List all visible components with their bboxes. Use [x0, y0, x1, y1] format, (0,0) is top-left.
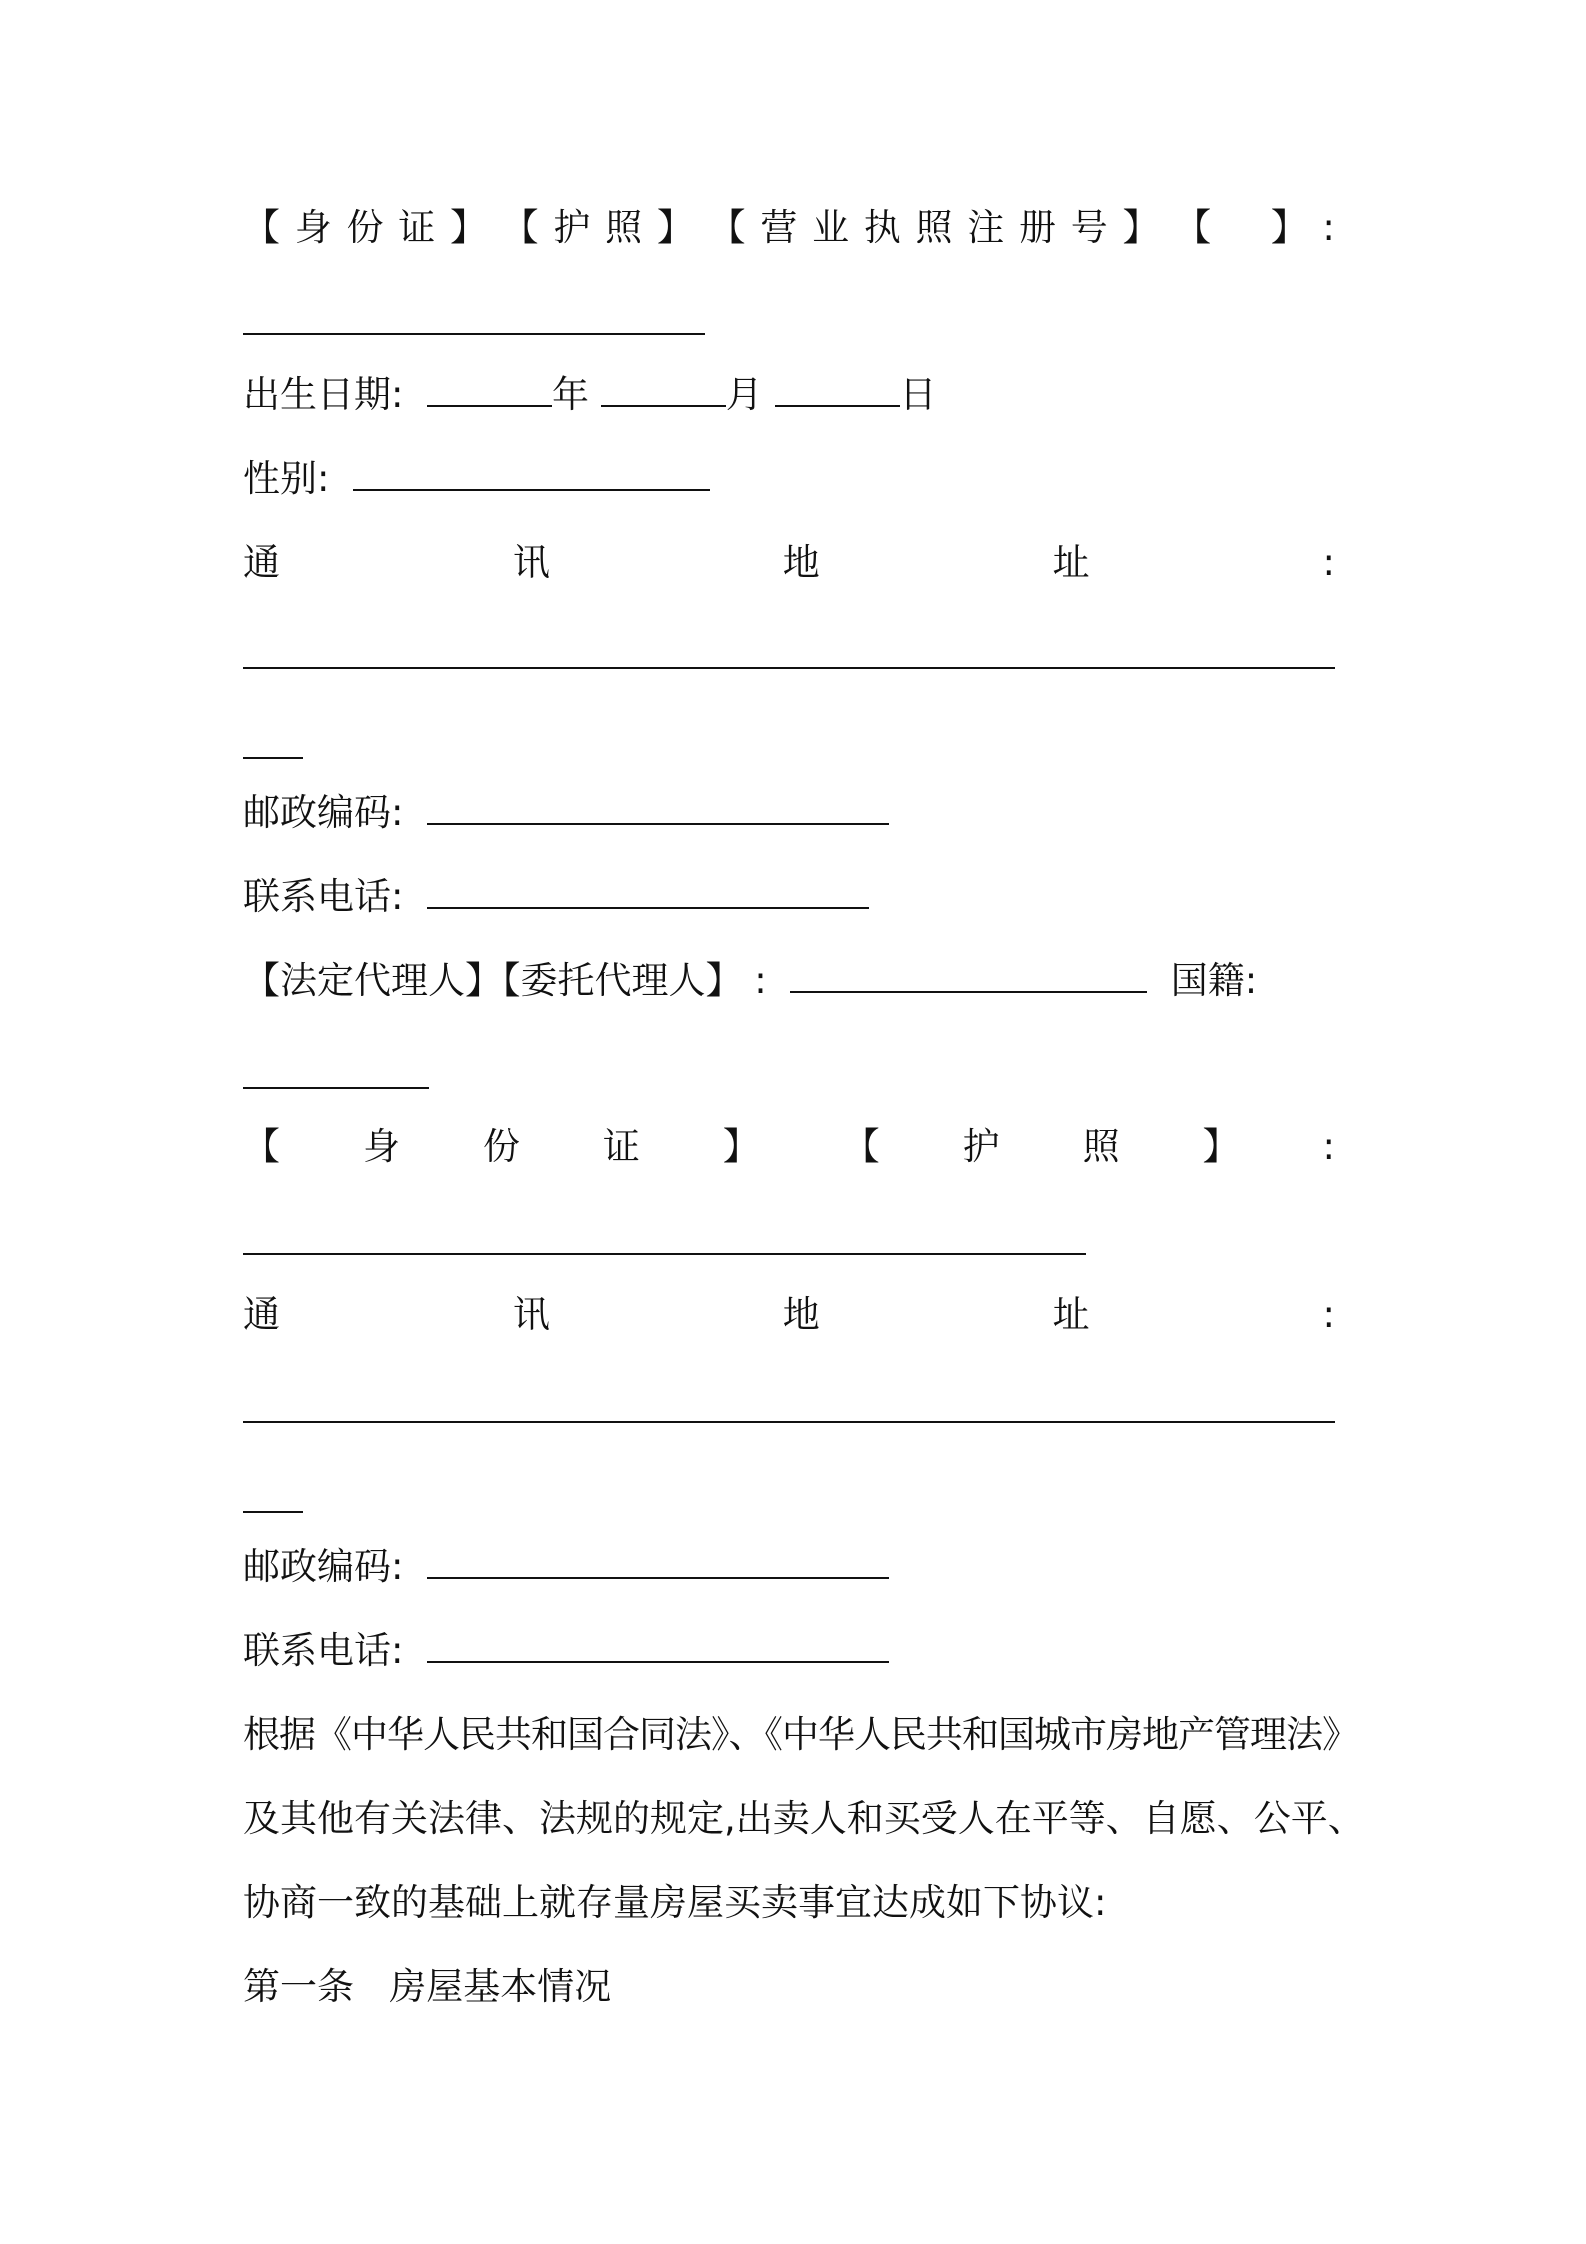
bracket-close: 】	[449, 206, 487, 249]
bracket-open: 【	[842, 1125, 880, 1168]
birth-year-blank[interactable]	[427, 375, 552, 407]
license-char: 营	[760, 206, 798, 249]
postcode-line	[243, 788, 889, 838]
agent-address-line	[243, 1290, 1335, 1340]
agent-phone-line	[243, 1626, 889, 1676]
bracket-close: 】	[1122, 206, 1160, 249]
agent-id-line	[243, 1122, 1335, 1172]
birth-month-blank[interactable]	[601, 375, 726, 407]
phone-blank[interactable]	[427, 877, 869, 909]
bracket-close: 】	[656, 206, 694, 249]
id-char: 份	[346, 206, 384, 249]
agent-address-blank[interactable]	[243, 1421, 1335, 1423]
postcode-label: 邮政编码:	[243, 791, 404, 834]
passport-char: 照	[1082, 1125, 1120, 1168]
address-char: 通	[243, 541, 280, 584]
phone-line	[243, 872, 869, 922]
nationality-blank[interactable]	[243, 1087, 429, 1089]
bracket-open: 【	[1174, 206, 1212, 249]
blank-bracket-space	[1226, 203, 1256, 253]
colon: :	[1322, 206, 1335, 249]
gender-line	[243, 454, 710, 504]
address-blank[interactable]	[243, 667, 1335, 669]
month-label: 月	[725, 373, 763, 416]
agent-postcode-blank[interactable]	[427, 1547, 889, 1579]
birth-date-label: 出生日期:	[243, 373, 404, 416]
bracket-close: 】	[1202, 1125, 1240, 1168]
license-char: 业	[812, 206, 850, 249]
id-char: 份	[482, 1125, 520, 1168]
phone-label: 联系电话:	[243, 875, 404, 918]
id-char: 身	[362, 1125, 400, 1168]
agent-role-label: 【法定代理人】【委托代理人】 :	[243, 959, 767, 1002]
agent-name-blank[interactable]	[790, 961, 1147, 993]
address-char: 址	[1052, 1293, 1090, 1336]
address-char: 讯	[512, 1293, 550, 1336]
body-paragraph-line-1: 根据《中华人民共和国合同法》、《中华人民共和国城市房地产管理法》	[243, 1713, 1358, 1756]
birth-day-blank[interactable]	[775, 375, 900, 407]
license-char: 照	[915, 206, 953, 249]
passport-char: 护	[553, 206, 591, 249]
article-1-heading: 第一条 房屋基本情况	[243, 1965, 612, 2008]
agent-postcode-line	[243, 1542, 889, 1592]
postcode-blank[interactable]	[427, 793, 889, 825]
address-char: 讯	[512, 541, 550, 584]
body-paragraph-line-2: 及其他有关法律、法规的规定,出卖人和买受人在平等、自愿、公平、	[243, 1797, 1365, 1840]
address-char: 址	[1052, 541, 1090, 584]
license-char: 册	[1019, 206, 1057, 249]
address-line	[243, 538, 1335, 588]
colon: :	[1322, 1125, 1335, 1168]
bracket-open: 【	[243, 1125, 280, 1168]
bracket-open: 【	[708, 206, 746, 249]
id-char: 证	[602, 1125, 640, 1168]
agent-id-blank[interactable]	[243, 1253, 1086, 1255]
gender-blank[interactable]	[353, 459, 710, 491]
bracket-close: 】	[722, 1125, 760, 1168]
colon: :	[1322, 541, 1335, 584]
birth-date-line	[243, 370, 937, 420]
bracket-close: 】	[1270, 206, 1308, 249]
id-number-blank[interactable]	[243, 333, 705, 335]
agent-line	[243, 956, 1257, 1006]
colon: :	[1322, 1293, 1335, 1336]
day-label: 日	[899, 373, 937, 416]
passport-char: 照	[605, 206, 643, 249]
license-char: 号	[1070, 206, 1108, 249]
address-char: 通	[243, 1293, 280, 1336]
body-paragraph-line-3: 协商一致的基础上就存量房屋买卖事宜达成如下协议:	[243, 1881, 1107, 1924]
id-char: 身	[294, 206, 332, 249]
phone-label: 联系电话:	[243, 1629, 404, 1672]
passport-char: 护	[962, 1125, 1000, 1168]
bracket-open: 【	[243, 206, 280, 249]
gender-label: 性别:	[243, 457, 330, 500]
bracket-open: 【	[501, 206, 539, 249]
address-char: 地	[782, 1293, 820, 1336]
agent-phone-blank[interactable]	[427, 1631, 889, 1663]
agent-address-blank-continued[interactable]	[243, 1511, 303, 1513]
address-char: 地	[782, 541, 820, 584]
id-char: 证	[398, 206, 436, 249]
postcode-label: 邮政编码:	[243, 1545, 404, 1588]
address-blank-continued[interactable]	[243, 757, 303, 759]
license-char: 执	[863, 206, 901, 249]
nationality-label: 国籍:	[1170, 959, 1258, 1002]
id-type-line	[243, 203, 1335, 253]
year-label: 年	[552, 373, 589, 416]
license-char: 注	[967, 206, 1005, 249]
